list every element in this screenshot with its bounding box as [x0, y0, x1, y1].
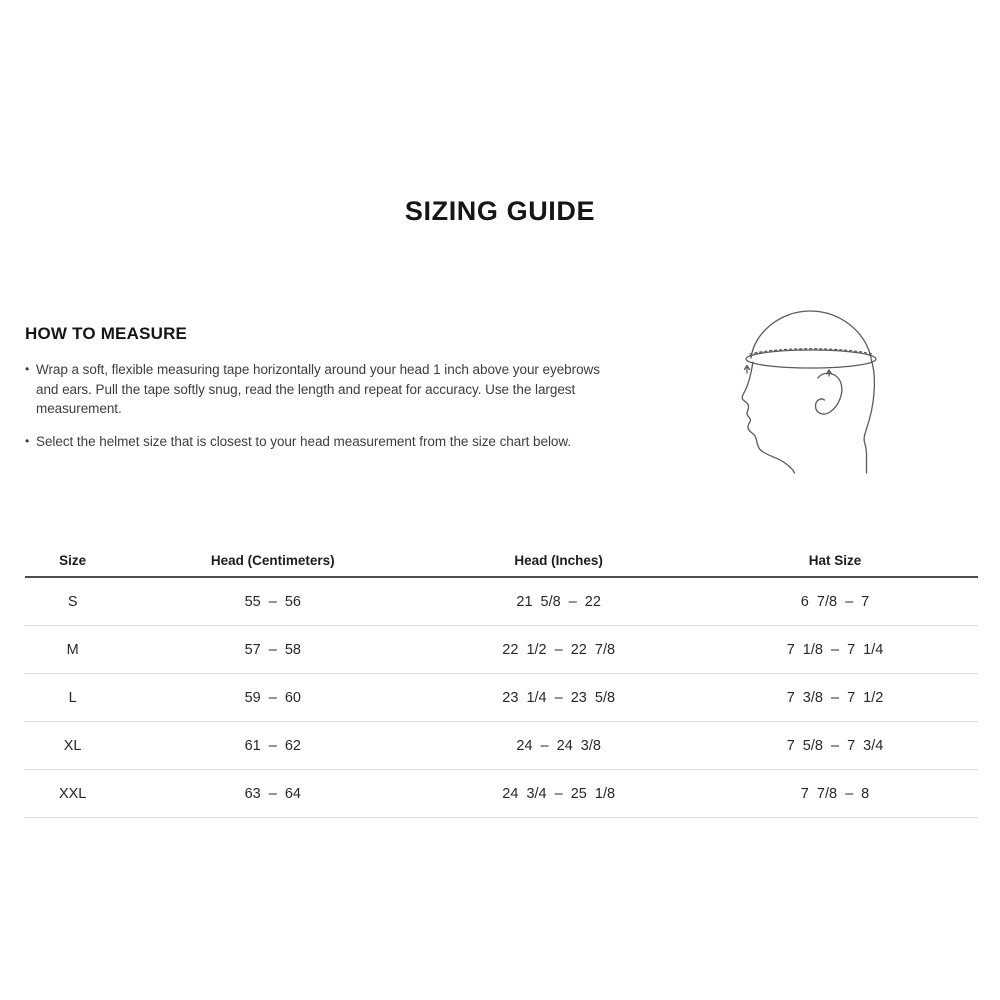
cell-head-inches: 21 5/8 – 22	[516, 593, 601, 610]
cell-hat-size: 6 7/8 – 7	[800, 593, 870, 610]
cell-head-cm: 55 – 56	[244, 593, 301, 610]
cell-size: S	[67, 593, 78, 610]
table-row-xxl	[25, 770, 978, 818]
ear-arrow-icon	[827, 370, 832, 376]
bullet-item	[25, 360, 613, 419]
cell-head-cm: 57 – 58	[244, 641, 301, 658]
column-header-head-inches: Head (Inches)	[514, 552, 603, 568]
cell-hat-size: 7 3/8 – 7 1/2	[786, 689, 884, 706]
bullet-text: Wrap a soft, flexible measuring tape horizontally around your head 1 inch above your eyebrows and ears. Pull the tape softly snug, read the length and repeat for accuracy. Use the largest measurement.	[36, 362, 600, 416]
bullet-item	[25, 432, 613, 452]
bullet-marker-icon: •	[25, 362, 30, 376]
cell-size: XXL	[58, 785, 87, 802]
cell-size: M	[66, 641, 79, 658]
table-row-m	[25, 626, 978, 674]
back-of-head-outline	[864, 359, 874, 473]
size-chart-header-row	[25, 544, 978, 578]
how-to-measure-heading: HOW TO MEASURE	[25, 324, 188, 343]
cell-head-cm: 59 – 60	[244, 689, 301, 706]
how-to-measure-bullet-list	[25, 360, 613, 464]
measuring-tape-band	[746, 350, 876, 368]
cell-size: L	[68, 689, 77, 706]
column-header-head-cm: Head (Centimeters)	[210, 552, 335, 568]
table-row-l	[25, 674, 978, 722]
cell-head-inches: 23 1/4 – 23 5/8	[502, 689, 616, 706]
bullet-text: Select the helmet size that is closest to your head measurement from the size chart below.	[36, 433, 572, 449]
column-header-hat-size: Hat Size	[808, 552, 862, 568]
cell-hat-size: 7 5/8 – 7 3/4	[786, 737, 884, 754]
page-title: SIZING GUIDE	[404, 196, 596, 226]
front-arrow-icon	[745, 366, 750, 374]
table-row-xl	[25, 722, 978, 770]
ear-outline	[816, 373, 842, 414]
cell-size: XL	[63, 737, 82, 754]
cell-hat-size: 7 1/8 – 7 1/4	[786, 641, 884, 658]
cell-head-cm: 61 – 62	[244, 737, 301, 754]
cell-head-cm: 63 – 64	[244, 785, 301, 802]
column-header-size: Size	[59, 552, 87, 568]
face-profile-outline	[742, 362, 794, 473]
table-row-s	[25, 578, 978, 626]
cell-head-inches: 22 1/2 – 22 7/8	[502, 641, 616, 658]
size-chart-table	[25, 544, 978, 818]
bullet-marker-icon: •	[25, 433, 30, 448]
head-profile-measuring-tape-icon	[724, 296, 896, 482]
cell-head-inches: 24 – 24 3/8	[516, 737, 601, 754]
cell-hat-size: 7 7/8 – 8	[800, 785, 870, 802]
cell-head-inches: 24 3/4 – 25 1/8	[502, 785, 616, 802]
